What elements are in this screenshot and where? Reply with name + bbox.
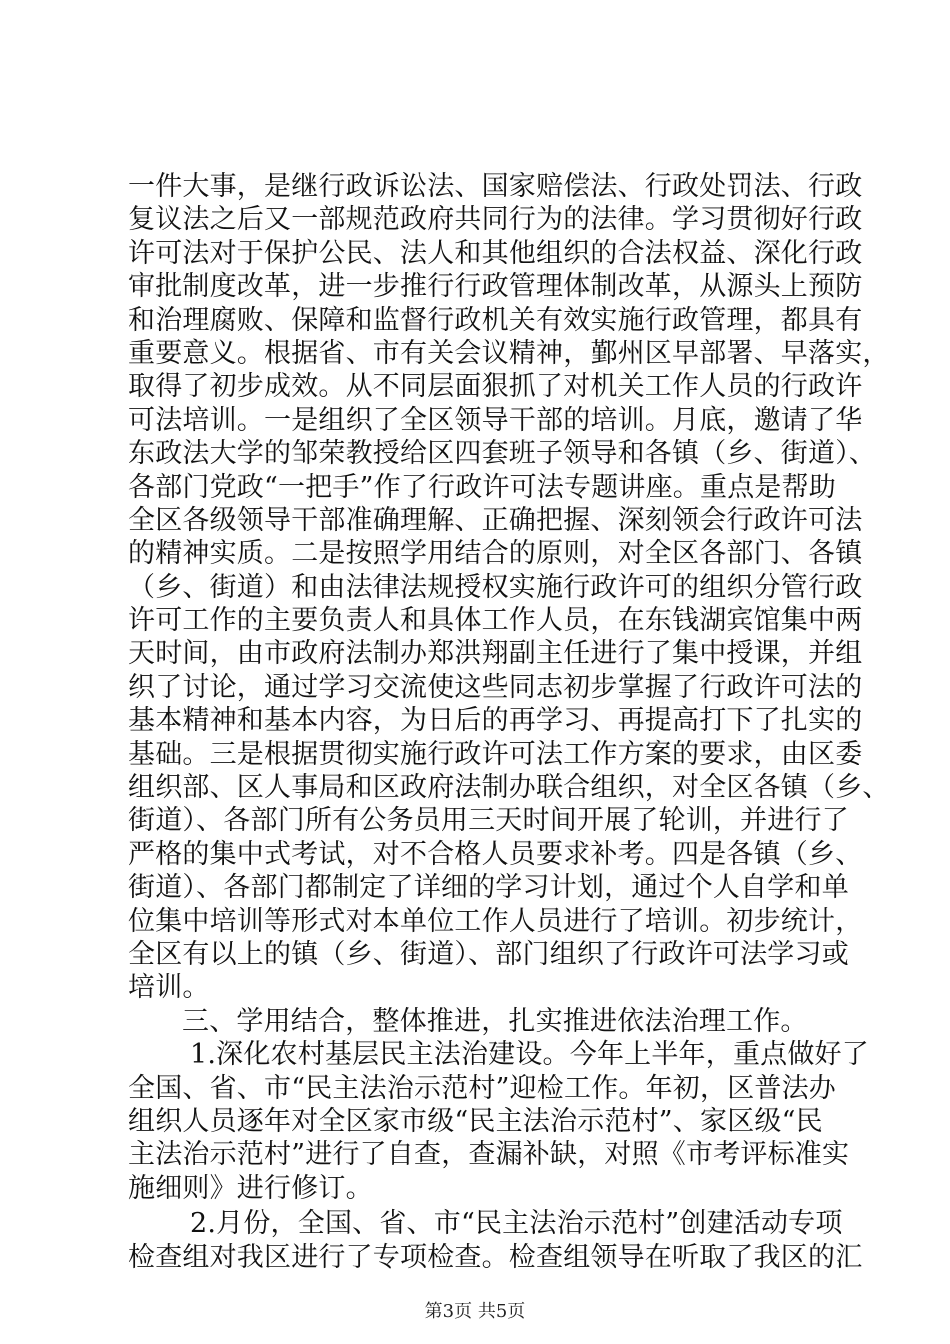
text-line: 全区有以上的镇（乡、街道）、部门组织了行政许可法学习或 xyxy=(128,938,849,970)
text-line: 全区各级领导干部准确理解、正确把握、深刻领会行政许可法 xyxy=(128,504,863,536)
text-line: 基本精神和基本内容，为日后的再学习、再提高打下了扎实的 xyxy=(128,705,863,737)
text-line: 1.深化农村基层民主法治建设。今年上半年，重点做好了 xyxy=(190,1039,869,1071)
text-line: 天时间，由市政府法制办郑洪翔副主任进行了集中授课，并组 xyxy=(128,638,863,670)
item-inspection xyxy=(128,1207,863,1274)
text-line: 2.月份，全国、省、市“民主法治示范村”创建活动专项 xyxy=(190,1208,843,1240)
item-rural-democracy xyxy=(128,1038,869,1205)
text-line: 各部门党政“一把手”作了行政许可法专题讲座。重点是帮助 xyxy=(128,471,837,503)
text-line: 培训。 xyxy=(128,972,210,1004)
text-line: 组织部、区人事局和区政府法制办联合组织，对全区各镇（乡、 xyxy=(128,772,890,804)
text-line: 审批制度改革，进一步推行行政管理体制改革，从源头上预防 xyxy=(128,271,863,303)
text-line: 复议法之后又一部规范政府共同行为的法律。学习贯彻好行政 xyxy=(128,204,863,236)
text-line: 基础。三是根据贯彻实施行政许可法工作方案的要求，由区委 xyxy=(128,738,863,770)
text-line: 施细则》进行修订。 xyxy=(128,1172,373,1204)
text-line: 织了讨论，通过学习交流使这些同志初步掌握了行政许可法的 xyxy=(128,671,863,703)
text-line: 全国、省、市“民主法治示范村”迎检工作。年初，区普法办 xyxy=(128,1072,837,1104)
text-line: 重要意义。根据省、市有关会议精神，鄞州区早部署、早落实， xyxy=(128,337,890,369)
text-line: 检查组对我区进行了专项检查。检查组领导在听取了我区的汇 xyxy=(128,1241,863,1273)
text-line: 街道）、各部门都制定了详细的学习计划，通过个人自学和单 xyxy=(128,872,849,904)
paragraph-training xyxy=(128,170,890,1005)
text-line: 严格的集中式考试，对不合格人员要求补考。四是各镇（乡、 xyxy=(128,838,863,870)
text-line: 可法培训。一是组织了全区领导干部的培训。月底，邀请了华 xyxy=(128,404,863,436)
text-line: 东政法大学的邹荣教授给区四套班子领导和各镇（乡、街道）、 xyxy=(128,438,877,470)
page-number-footer: 第3页 共5页 xyxy=(424,1301,526,1322)
section-heading: 三、学用结合，整体推进，扎实推进依法治理工作。 xyxy=(182,1005,808,1037)
text-line: 的精神实质。二是按照学用结合的原则，对全区各部门、各镇 xyxy=(128,538,863,570)
text-line: 位集中培训等形式对本单位工作人员进行了培训。初步统计， xyxy=(128,905,863,937)
text-line: 许可工作的主要负责人和具体工作人员，在东钱湖宾馆集中两 xyxy=(128,605,863,637)
text-line: 一件大事，是继行政诉讼法、国家赔偿法、行政处罚法、行政 xyxy=(128,171,863,202)
text-line: 主法治示范村”进行了自查，查漏补缺，对照《市考评标准实 xyxy=(128,1139,850,1171)
text-line: （乡、街道）和由法律法规授权实施行政许可的组织分管行政 xyxy=(128,571,863,603)
text-line: 和治理腐败、保障和监督行政机关有效实施行政管理，都具有 xyxy=(128,304,863,336)
text-line: 取得了初步成效。从不同层面狠抓了对机关工作人员的行政许 xyxy=(128,371,863,403)
text-line: 许可法对于保护公民、法人和其他组织的合法权益、深化行政 xyxy=(128,237,863,269)
text-line: 组织人员逐年对全区家市级“民主法治示范村”、家区级“民 xyxy=(128,1105,823,1137)
document-body xyxy=(128,170,890,1274)
text-line: 街道）、各部门所有公务员用三天时间开展了轮训，并进行了 xyxy=(128,805,849,837)
